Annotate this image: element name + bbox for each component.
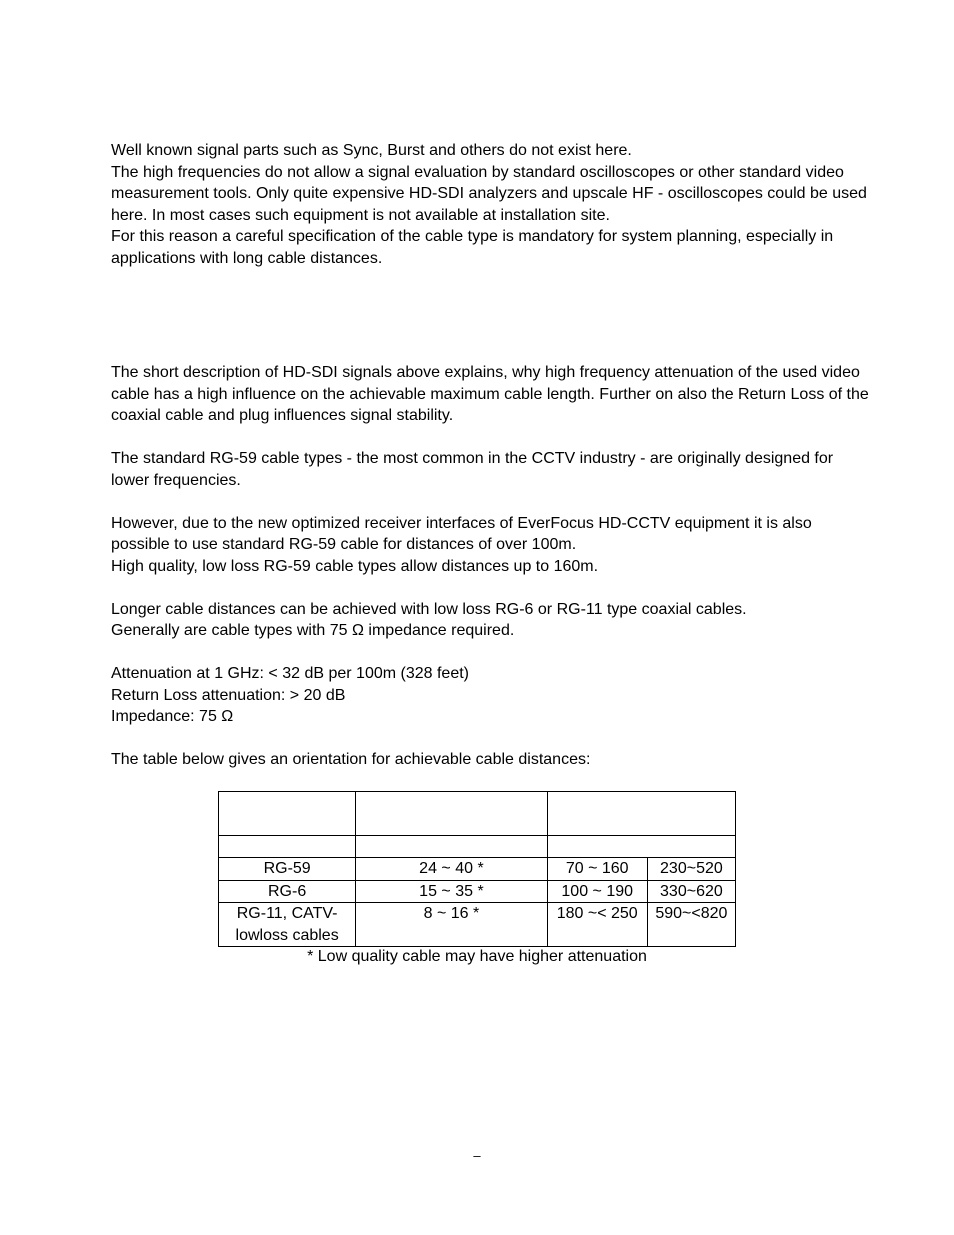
page-number: – xyxy=(473,1148,481,1163)
text-line: Attenuation at 1 GHz: < 32 dB per 100m (328 feet) xyxy=(111,665,469,682)
distance-feet-cell: 330~620 xyxy=(647,880,735,903)
distance-meters-cell: 100 ~ 190 xyxy=(547,880,647,903)
table-subheader-row xyxy=(219,836,736,858)
subheader-cell xyxy=(547,836,735,858)
cable-type-cell: RG-11, CATV- lowloss cables xyxy=(219,903,356,947)
cable-type-cell: RG-6 xyxy=(219,880,356,903)
text-line: Generally are cable types with 75 Ω impedance required. xyxy=(111,622,515,639)
text-line: The table below gives an orientation for achievable cable distances: xyxy=(111,751,591,768)
text-line: Impedance: 75 Ω xyxy=(111,708,234,725)
subheader-cell xyxy=(356,836,547,858)
cable-type-cell: RG-59 xyxy=(219,858,356,881)
text-line: However, due to the new optimized receiver interfaces of EverFocus HD-CCTV equipment it is also xyxy=(111,514,812,532)
text-line: The high frequencies do not allow a signal evaluation by standard oscilloscopes or other standard video xyxy=(111,163,844,181)
text-line: measurement tools. Only quite expensive HD-SDI analyzers and upscale HF - oscilloscopes could be used xyxy=(111,185,867,202)
subheader-cell xyxy=(219,836,356,858)
text-line: The standard RG-59 cable types - the most common in the CCTV industry - are originally designed for xyxy=(111,450,834,467)
text-line: Well known signal parts such as Sync, Burst and others do not exist here. xyxy=(111,142,632,159)
table-row xyxy=(219,858,736,881)
distance-feet-cell: 590~<820 xyxy=(647,903,735,947)
distance-feet-cell: 230~520 xyxy=(647,858,735,881)
paragraph-gap xyxy=(111,577,851,599)
cable-requirements-section xyxy=(111,362,869,771)
table-row xyxy=(219,880,736,903)
intro-paragraph xyxy=(111,140,867,269)
paragraph-gap xyxy=(111,642,851,664)
paragraph-gap xyxy=(111,427,851,449)
text-line: lower frequencies. xyxy=(111,471,241,489)
text-line: cable has a high influence on the achievable maximum cable length. Further on also the Return Loss of the xyxy=(111,385,869,403)
table-footnote: * Low quality cable may have higher attenuation xyxy=(307,948,647,965)
text-line: The short description of HD-SDI signals above explains, why high frequency attenuation of the used video xyxy=(111,364,860,381)
text-line: For this reason a careful specification of the cable type is mandatory for system planning, especially in xyxy=(111,228,834,245)
text-line: High quality, low loss RG-59 cable types allow distances up to 160m. xyxy=(111,557,599,575)
header-cell xyxy=(219,792,356,836)
header-cell xyxy=(547,792,735,836)
distance-meters-cell: 70 ~ 160 xyxy=(547,858,647,881)
text-line: coaxial cable and plug influences signal stability. xyxy=(111,407,454,424)
text-line: applications with long cable distances. xyxy=(111,249,383,267)
distance-meters-cell: 180 ~< 250 xyxy=(547,903,647,947)
text-line: Longer cable distances can be achieved with low loss RG-6 or RG-11 type coaxial cables. xyxy=(111,600,747,618)
paragraph-gap xyxy=(111,491,851,513)
text-line: here. In most cases such equipment is not available at installation site. xyxy=(111,206,610,224)
cable-distance-table xyxy=(218,791,736,947)
table-row xyxy=(219,903,736,947)
text-line: Return Loss attenuation: > 20 dB xyxy=(111,686,346,704)
text-line: possible to use standard RG-59 cable for distances of over 100m. xyxy=(111,536,577,553)
attenuation-cell: 24 ~ 40 * xyxy=(356,858,547,881)
attenuation-cell: 15 ~ 35 * xyxy=(356,880,547,903)
paragraph-gap xyxy=(111,728,851,750)
table-header-row xyxy=(219,792,736,836)
header-cell xyxy=(356,792,547,836)
attenuation-cell: 8 ~ 16 * xyxy=(356,903,547,947)
